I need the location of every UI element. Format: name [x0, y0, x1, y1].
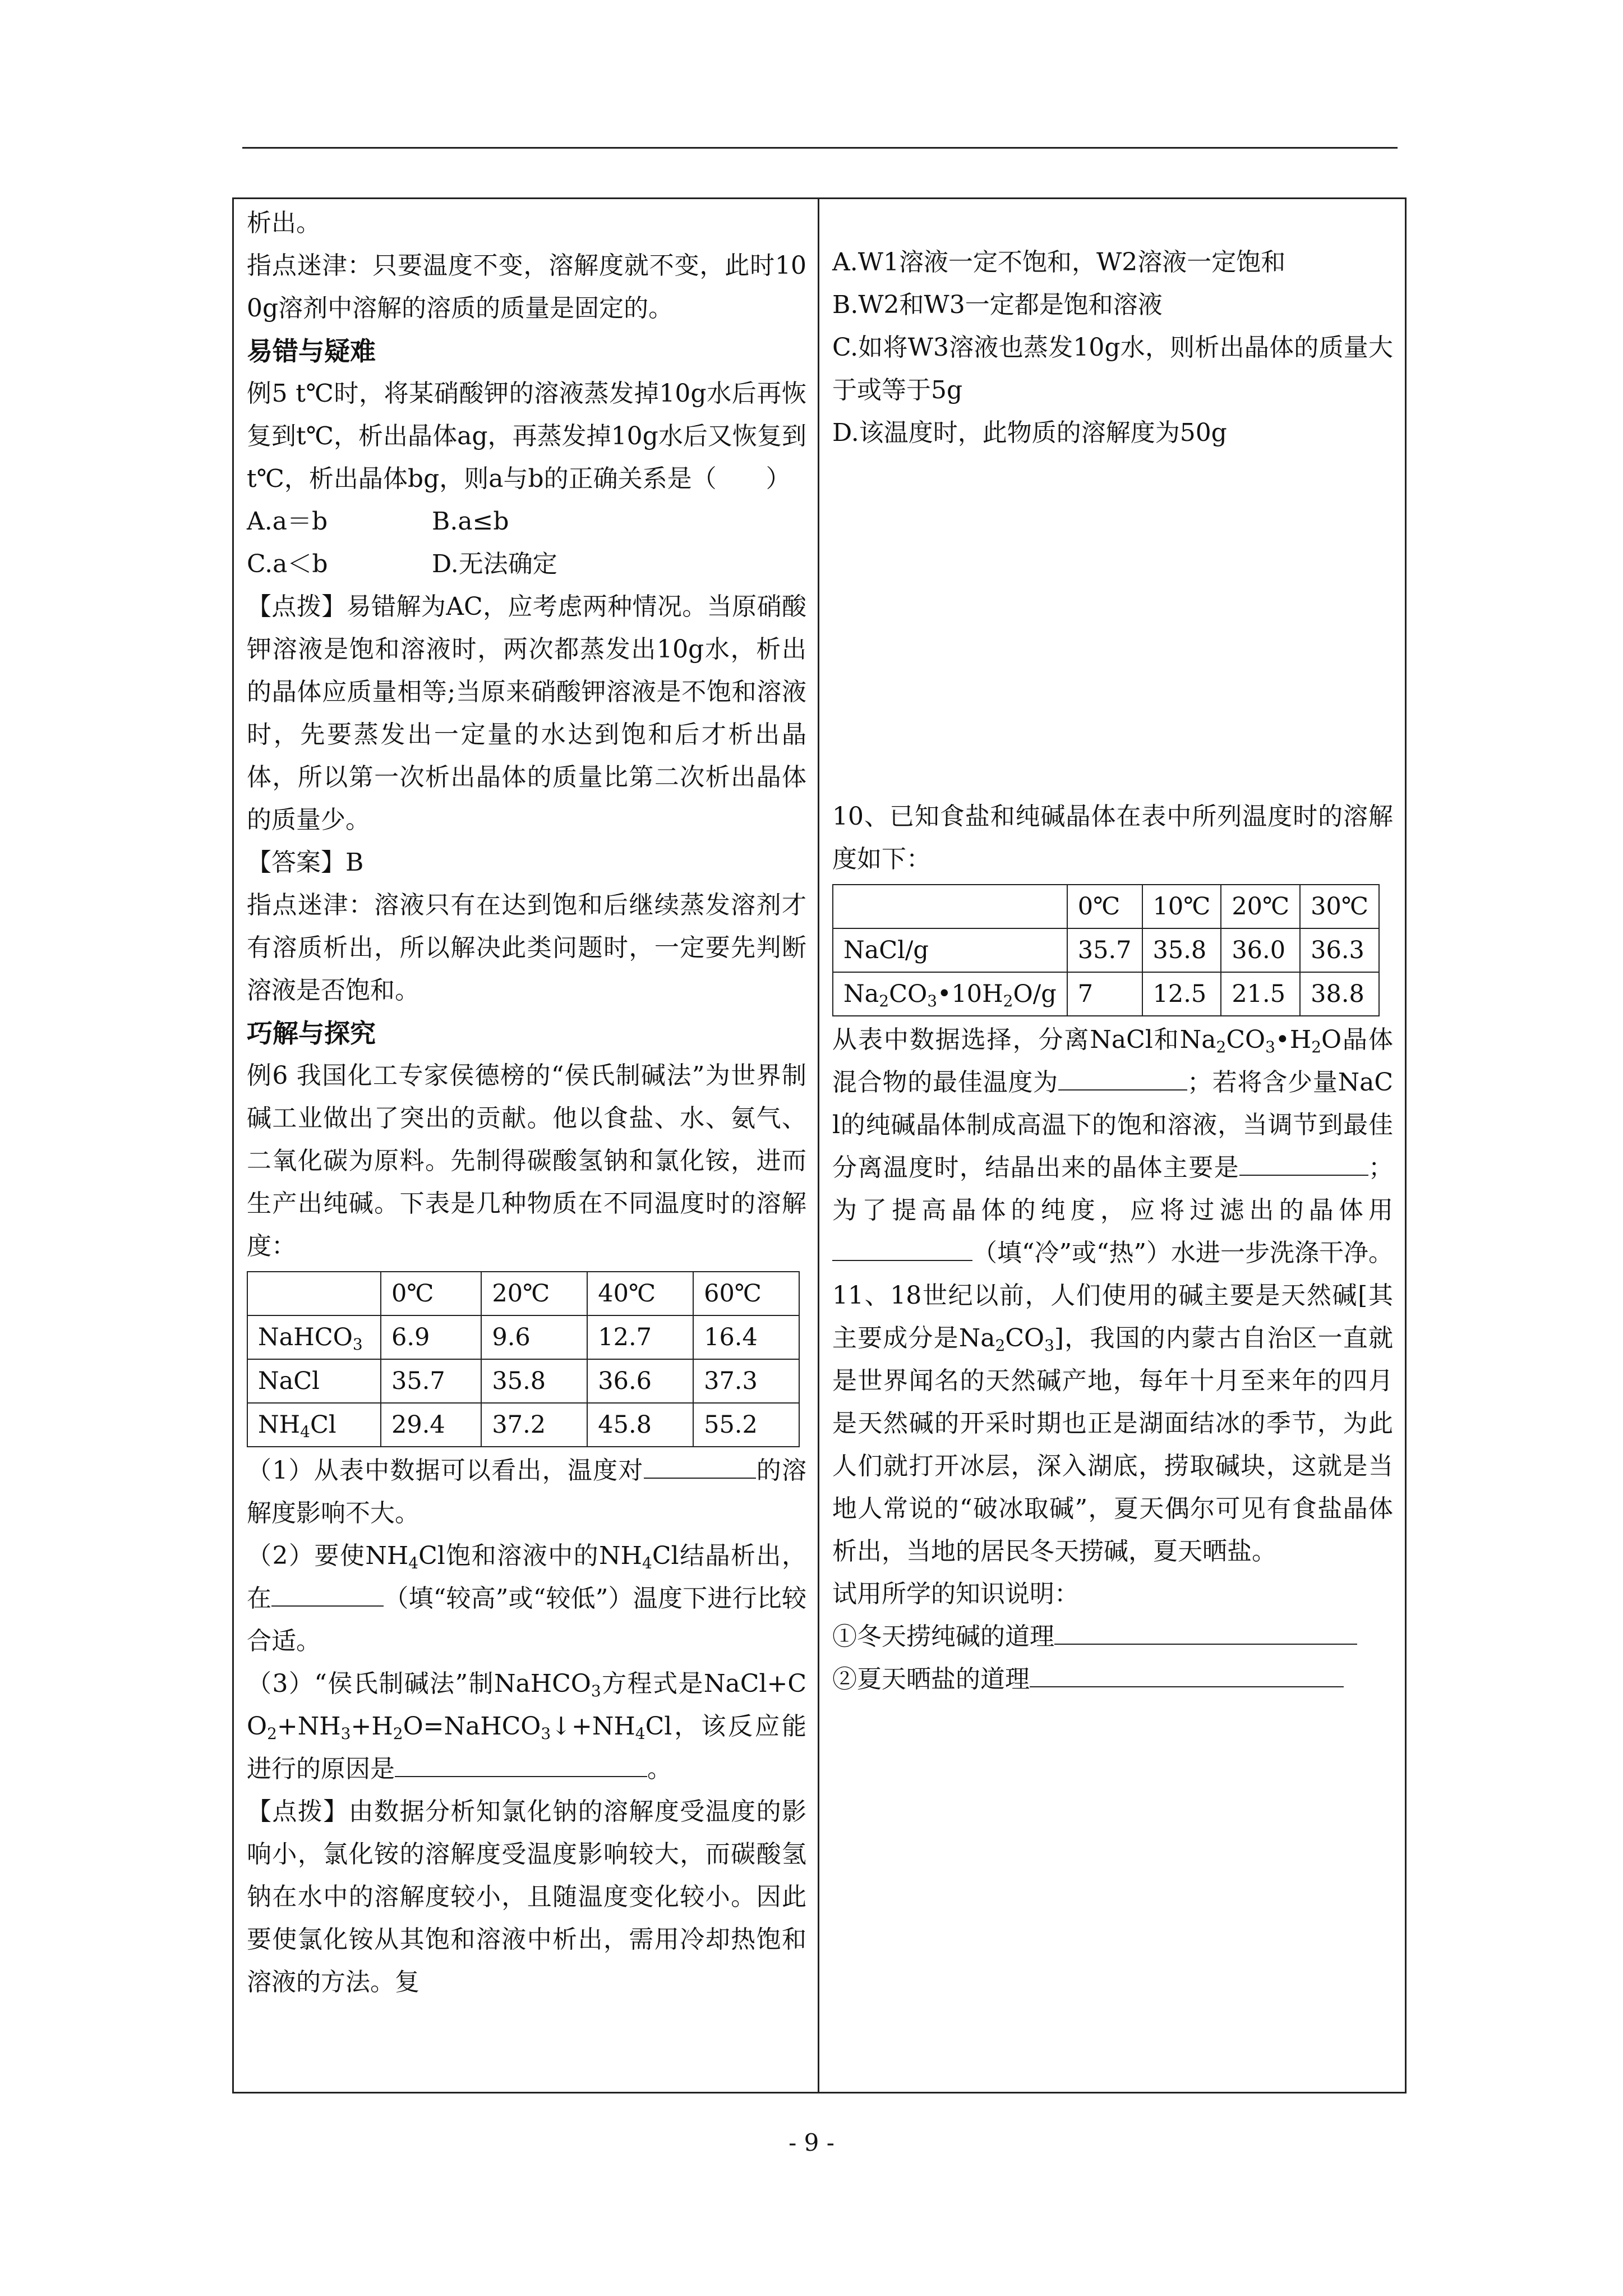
table-header-cell	[833, 885, 1067, 928]
table-row	[247, 1315, 799, 1359]
example-5-stem: 例5 t℃时，将某硝酸钾的溶液蒸发掉10g水后再恢复到t℃，析出晶体ag，再蒸发掉10g水后又恢复到t℃，析出晶体bg，则a与b的正确关系是（ ）	[247, 379, 806, 493]
option-c: C.a＜b	[247, 550, 328, 578]
table-cell: 35.7	[1067, 928, 1142, 972]
table-cell: 36.3	[1300, 928, 1379, 972]
table-cell: 35.8	[1142, 928, 1221, 972]
row-label: NaCl/g	[833, 928, 1067, 972]
table-cell: 35.8	[481, 1359, 587, 1403]
table-row	[833, 928, 1379, 972]
solubility-table-1	[247, 1271, 800, 1447]
question-11-part-2: ②夏天晒盐的道理	[832, 1658, 1393, 1701]
question-11-part-1: ①冬天捞纯碱的道理	[832, 1616, 1393, 1658]
example-6-hint: 【点拨】由数据分析知氯化钠的溶解度受温度的影响小，氯化铵的溶解度受温度影响较大，而碳酸氢钠在水中的溶解度较小，且随温度变化较小。因此要使氯化铵从其饱和溶液中析出，需用冷却热饱和溶液的方法。复	[247, 1797, 806, 1996]
table-cell: 45.8	[587, 1403, 693, 1447]
option-a: A.a＝b	[247, 507, 328, 536]
table-header-cell: 60℃	[693, 1272, 799, 1315]
row-label: $Na_2CO_3•10H_2O/g$	[833, 972, 1067, 1016]
table-header-cell: 10℃	[1142, 885, 1221, 928]
table-header-cell: 0℃	[1067, 885, 1142, 928]
example-5-tip: 指点迷津：溶液只有在达到饱和后继续蒸发溶剂才有溶质析出，所以解决此类问题时，一定要先判断溶液是否饱和。	[247, 891, 806, 1005]
answer-blank[interactable]	[395, 1750, 647, 1777]
table-cell: 12.7	[587, 1315, 693, 1359]
option-c: C.如将W3溶液也蒸发10g水，则析出晶体的质量大于或等于5g	[832, 333, 1393, 404]
blank-space	[832, 454, 1393, 795]
column-divider	[818, 197, 819, 2093]
left-column	[247, 202, 806, 2004]
table-cell: 21.5	[1221, 972, 1300, 1016]
table-cell: 12.5	[1142, 972, 1221, 1016]
page-number: - 9 -	[789, 2129, 834, 2156]
table-cell: 7	[1067, 972, 1142, 1016]
table-cell: 35.7	[381, 1359, 481, 1403]
answer-blank[interactable]	[1239, 1149, 1368, 1176]
option-a: A.W1溶液一定不饱和，W2溶液一定饱和	[832, 248, 1286, 277]
table-row	[247, 1359, 799, 1403]
table-header-cell: 40℃	[587, 1272, 693, 1315]
question-11-body: 11、18世纪以前，人们使用的碱主要是天然碱[其主要成分是$Na_2CO_3$]，我国的内蒙古自治区一直就是世界闻名的天然碱产地，每年十月至来年的四月是天然碱的开采时期也正是湖面结冰的季节，为此人们就打开冰层，深入湖底，捞取碱块，这就是当地人常说的“破冰取碱”，夏天偶尔可见有食盐晶体析出，当地的居民冬天捞碱，夏天晒盐。	[832, 1281, 1393, 1566]
table-cell: 36.0	[1221, 928, 1300, 972]
table-header-cell: 0℃	[381, 1272, 481, 1315]
table-cell: 16.4	[693, 1315, 799, 1359]
table-cell: 29.4	[381, 1403, 481, 1447]
question-1: （1）从表中数据可以看出，温度对 的溶解度影响不大。	[247, 1450, 806, 1535]
row-label: NaCl	[247, 1359, 381, 1403]
row-label: NaHCO$_3$	[247, 1315, 381, 1359]
table-cell: 9.6	[481, 1315, 587, 1359]
table-cell: 6.9	[381, 1315, 481, 1359]
table-cell: 55.2	[693, 1403, 799, 1447]
example-5-answer: 【答案】B	[247, 848, 364, 877]
example-6-stem: 例6 我国化工专家侯德榜的“侯氏制碱法”为世界制碱工业做出了突出的贡献。他以食盐、水、氨气、二氧化碳为原料。先制得碳酸氢钠和氯化铵，进而生产出纯碱。下表是几种物质在不同温度时的溶解度：	[247, 1061, 806, 1260]
option-b: B.W2和W3一定都是饱和溶液	[832, 291, 1163, 319]
option-b: B.a≤b	[432, 507, 509, 536]
answer-blank[interactable]	[271, 1580, 384, 1607]
table-header-cell	[247, 1272, 381, 1315]
table-row	[247, 1403, 799, 1447]
table-header-cell: 30℃	[1300, 885, 1379, 928]
table-cell: 37.3	[693, 1359, 799, 1403]
table-cell: 36.6	[587, 1359, 693, 1403]
section-heading-explore: 巧解与探究	[247, 1018, 376, 1048]
answer-blank[interactable]	[1054, 1618, 1357, 1645]
left-paragraph: 析出。	[247, 209, 321, 237]
answer-blank[interactable]	[1030, 1660, 1344, 1687]
example-5-options-row-1	[247, 500, 806, 543]
question-2: （2）要使$NH_4Cl$饱和溶液中的$NH_4Cl$结晶析出，在 （填“较高”或“较低”）温度下进行比较合适。	[247, 1542, 806, 1655]
question-3: （3）“侯氏制碱法”制NaHCO$_3$方程式是$NaCl+CO_2+NH_3+H_2O=NaHCO_3↓+NH_4Cl$，该反应能进行的原因是 。	[247, 1669, 806, 1783]
option-d: D.该温度时，此物质的溶解度为50g	[832, 418, 1227, 447]
header-rule	[242, 147, 1398, 149]
option-d: D.无法确定	[432, 550, 557, 578]
answer-blank[interactable]	[644, 1452, 756, 1479]
tip-paragraph: 指点迷津：只要温度不变，溶解度就不变，此时100g溶剂中溶解的溶质的质量是固定的。	[247, 251, 806, 323]
question-11-prompt: 试用所学的知识说明：	[832, 1580, 1079, 1608]
question-10-stem: 10、已知食盐和纯碱晶体在表中所列温度时的溶解度如下：	[832, 802, 1393, 873]
table-row	[833, 972, 1379, 1016]
table-header-row	[833, 885, 1379, 928]
answer-blank[interactable]	[1058, 1064, 1187, 1091]
solubility-table-2	[832, 884, 1380, 1016]
table-header-row	[247, 1272, 799, 1315]
table-header-cell: 20℃	[1221, 885, 1300, 928]
example-5-options-row-2	[247, 543, 806, 586]
right-column	[832, 241, 1393, 1701]
example-5-hint: 【点拨】易错解为AC，应考虑两种情况。当原硝酸钾溶液是饱和溶液时，两次都蒸发出10g水，析出的晶体应质量相等;当原来硝酸钾溶液是不饱和溶液时，先要蒸发出一定量的水达到饱和后才析出晶体，所以第一次析出晶体的质量比第二次析出晶体的质量少。	[247, 592, 806, 834]
answer-blank[interactable]	[832, 1234, 972, 1261]
table-cell: 37.2	[481, 1403, 587, 1447]
table-cell: 38.8	[1300, 972, 1379, 1016]
table-header-cell: 20℃	[481, 1272, 587, 1315]
question-10-body: 从表中数据选择，分离NaCl和$Na_2CO_3•H_2O$晶体混合物的最佳温度为 ；若将含少量NaCl的纯碱晶体制成高温下的饱和溶液，当调节到最佳分离温度时，结晶出来的晶体主要是 ；为了提高晶体的纯度，应将过滤出的晶体用（填“冷”或“热”）水进一步洗涤干净。	[832, 1025, 1394, 1267]
section-heading-errors: 易错与疑难	[247, 336, 376, 366]
row-label: $NH_4Cl$	[247, 1403, 381, 1447]
